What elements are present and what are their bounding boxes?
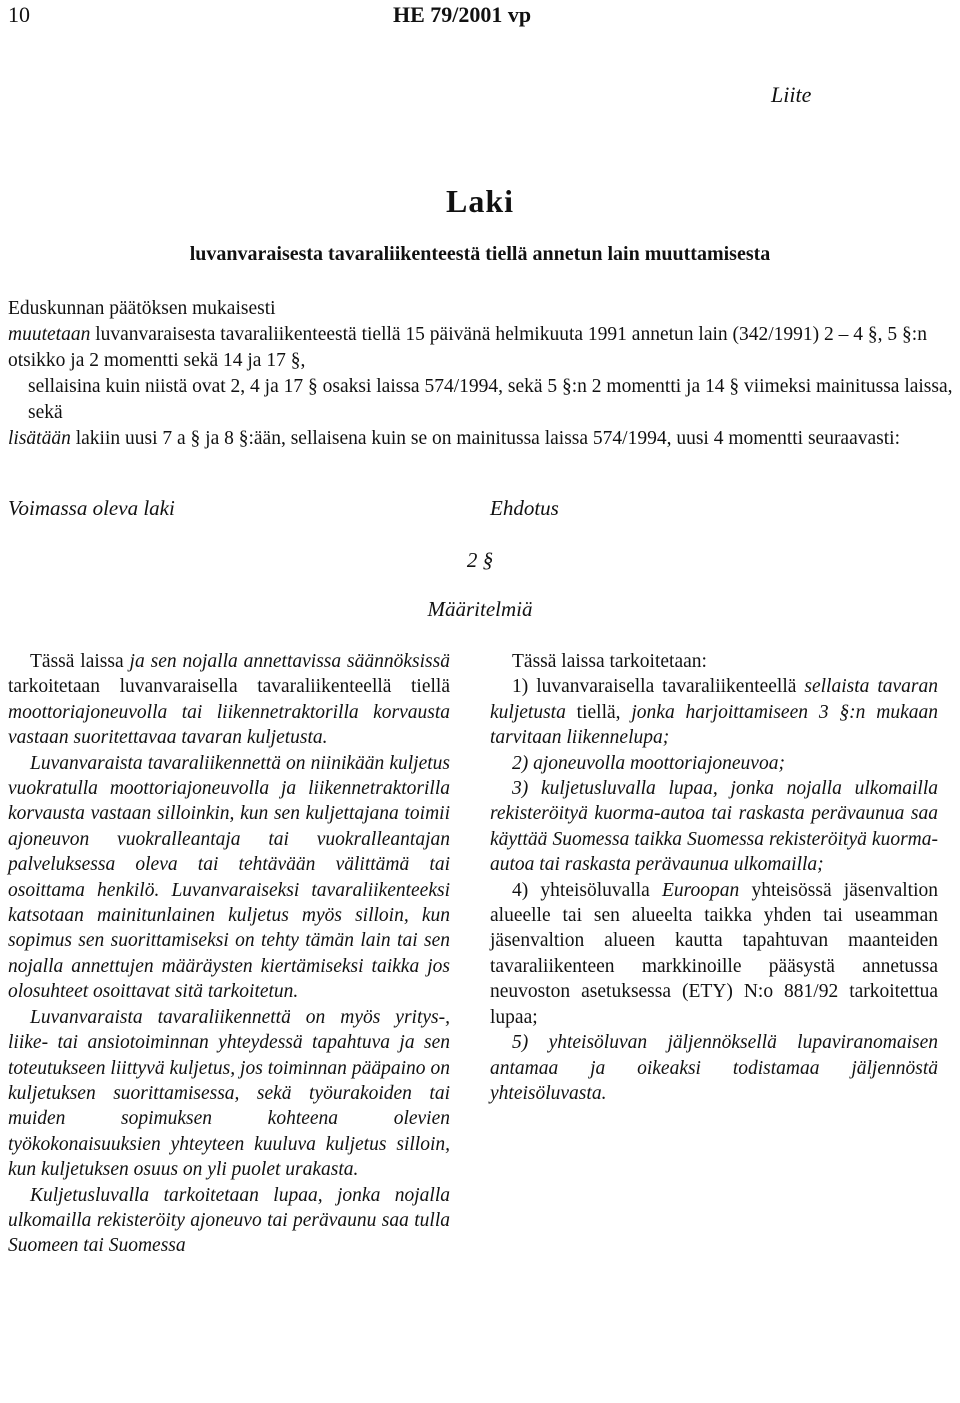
text-run-italic: Euroopan bbox=[661, 879, 740, 901]
document-id: HE 79/2001 vp bbox=[393, 2, 532, 27]
text-run: yhteisössä jäsenvaltion alueelle tai sen alueelta taikka yhden tai useamman jäsenvaltion alueen kautta tapahtuvan maanteiden tavaraliikenteen markkinoille pääsystä annetussa neuvoston asetuksessa (ETY) N:o 881/92 tarkoitettua lupaa; bbox=[490, 879, 938, 1028]
definition-item: 5) yhteisöluvan jäljennöksellä lupaviranomaisen antamaa ja oikeaksi todistamaa jäljennöstä yhteisöluvasta. bbox=[490, 1032, 938, 1104]
section-number: 2 § bbox=[466, 548, 494, 572]
law-title: Laki bbox=[445, 183, 515, 219]
page-number: 10 bbox=[8, 2, 30, 27]
add-verb: lisätään bbox=[8, 428, 71, 449]
preamble-line: Eduskunnan päätöksen mukaisesti bbox=[8, 298, 276, 319]
preamble bbox=[8, 296, 958, 452]
add-text: lakiin uusi 7 a § ja 8 §:ään, sellaisena kuin se on mainitussa laissa 574/1994, uusi 4 momentti seuraavasti: bbox=[70, 428, 900, 449]
text-run-italic: sellaista tavaran kuljetusta bbox=[490, 676, 938, 723]
definition-item: 3) kuljetusluvalla lupaa, jonka nojalla ulkomailla rekisteröityä kuorma-autoa tai raskasta perävaunua saa käyttää Suomessa taikka Suomessa rekisteröityä kuorma-autoa tai raskasta perävaunua ulkomailla; bbox=[490, 778, 938, 876]
definition-item: 2) ajoneuvolla moottoriajoneuvoa; bbox=[512, 752, 785, 774]
proposal-column bbox=[490, 649, 938, 1106]
definition-item bbox=[490, 674, 938, 750]
current-law-heading: Voimassa oleva laki bbox=[8, 496, 175, 520]
text-run: tarkoitetaan luvanvaraisella tavaraliikenteellä tiellä bbox=[8, 676, 450, 698]
text-run: Tässä laissa bbox=[30, 651, 130, 672]
paragraph: Luvanvaraista tavaraliikennettä on niinikään kuljetus vuokratulla moottoriajoneuvolla ja liikennetraktorilla korvausta vastaan silloinkin, kun sen kuljettajana toimii ajoneuvon vuokralleantaja tai vuokralleantajan palveluksessa oleva tai tehtävään välittämä tai osoittama henkilö. Luvanvaraiseksi tavaraliikenteeksi katsotaan mainitunlainen kuljetus myös silloin, kun sopimus sen suorittamiseksi on tehty tämän lain tai sen nojalla annettujen määräysten kiertämiseksi taikka jos olosuhteet osoittavat sitä tarkoitetun. bbox=[8, 752, 450, 1003]
paragraph: Kuljetusluvalla tarkoitetaan lupaa, jonka nojalla ulkomailla rekisteröity ajoneuvo tai perävaunu saa tulla Suomeen tai Suomessa bbox=[8, 1184, 450, 1257]
amend-text: luvanvaraisesta tavaraliikenteestä tiellä 15 päivänä helmikuuta 1991 annetun lain (342/1991) 2 – 4 §, 5 §:n otsikko ja 2 momentti sekä 14 ja 17 §, bbox=[8, 324, 927, 371]
definition-item bbox=[490, 878, 938, 1030]
text-run: 1) luvanvaraisella tavaraliikenteellä bbox=[512, 676, 805, 698]
amend-verb: muutetaan bbox=[8, 324, 91, 345]
paragraph bbox=[8, 649, 450, 751]
amend-continuation: sellaisina kuin niistä ovat 2, 4 ja 17 § osaksi laissa 574/1994, sekä 5 §:n 2 momentti ja 14 § viimeksi mainitussa laissa, sekä bbox=[28, 376, 953, 423]
paragraph: Tässä laissa tarkoitetaan: bbox=[512, 651, 707, 672]
text-run: tiellä, bbox=[565, 701, 632, 723]
current-law-column bbox=[8, 649, 450, 1259]
text-run-italic: moottoriajoneuvolla tai liikennetraktorilla korvausta vastaan suoritettavaa tavaran kuljetusta. bbox=[8, 701, 450, 749]
proposal-heading: Ehdotus bbox=[490, 496, 559, 520]
paragraph: Luvanvaraista tavaraliikennettä on myös yritys-, liike- tai ansiotoiminnan yhteydessä tapahtuva ja sen toteutukseen liittyvä kuljetus, jos toiminnan pääpaino on kuljetuksen suorittamisessa, sekä työurakoiden tai muiden sopimuksen kohteena olevien työkokonaisuuksien yhteyteen kuuluva kuljetus silloin, kun kuljetuksen osuus on yli puolet urakasta. bbox=[8, 1006, 450, 1181]
appendix-label: Liite bbox=[771, 82, 812, 107]
law-subtitle: luvanvaraisesta tavaraliikenteestä tiellä annetun lain muuttamisesta bbox=[189, 243, 771, 265]
add-clause bbox=[8, 426, 958, 452]
text-run-italic: jonka harjoittamiseen 3 §:n mukaan tarvitaan liikennelupa; bbox=[490, 701, 938, 749]
text-run: 4) yhteisöluvalla bbox=[512, 879, 662, 901]
section-title: Määritelmiä bbox=[427, 597, 533, 621]
text-run-italic: ja sen nojalla annettavissa säännöksissä bbox=[129, 651, 450, 672]
amend-clause bbox=[8, 322, 958, 374]
